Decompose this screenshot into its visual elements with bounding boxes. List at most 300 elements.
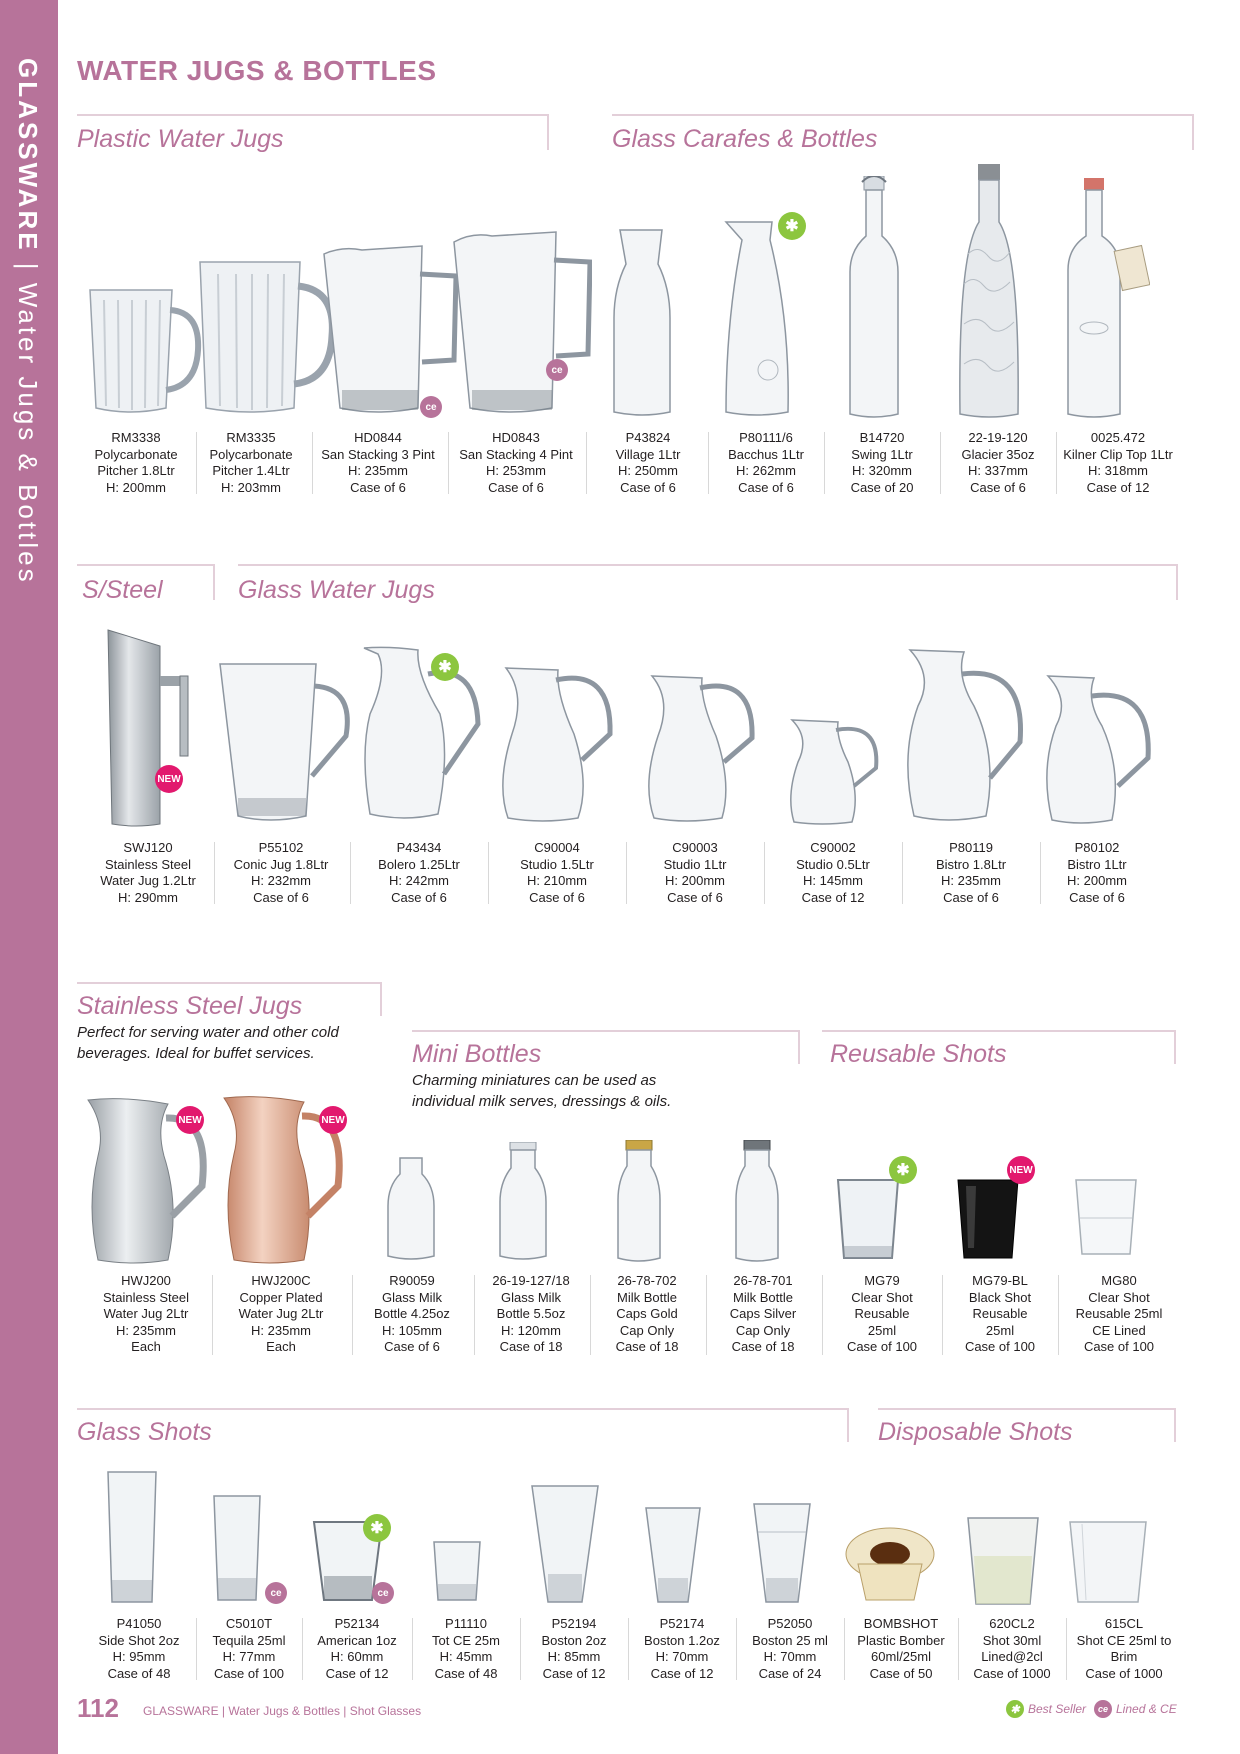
lined-ce-badge: ce <box>265 1582 287 1604</box>
caption-separator <box>708 432 709 494</box>
product-line: Case of 12 <box>542 1665 606 1681</box>
product-caption <box>592 430 704 496</box>
divider <box>238 564 1176 566</box>
best-seller-icon: ✱ <box>1006 1700 1024 1718</box>
product-code: R90059 <box>389 1273 435 1288</box>
product-line: Lined@2cl <box>981 1649 1043 1664</box>
product-code: SWJ120 <box>123 840 173 855</box>
product-line: Reusable 25ml <box>1075 1306 1163 1321</box>
product-line: H: 290mm <box>118 889 178 905</box>
product-caption <box>904 840 1038 906</box>
product-line: Tequila 25ml <box>212 1632 286 1648</box>
caption-separator <box>902 842 903 904</box>
product-line: Bistro 1Ltr <box>1067 856 1127 872</box>
product-caption <box>304 1616 410 1682</box>
lined-ce-badge: ce <box>372 1582 394 1604</box>
product-line: Case of 100 <box>846 1339 918 1354</box>
product-line: Shot 30ml <box>982 1632 1042 1648</box>
product-line: 60ml/25ml <box>871 1649 931 1664</box>
product-caption <box>198 1616 300 1682</box>
product-image-mg80 <box>1074 1178 1138 1263</box>
product-line: Case of 6 <box>1069 889 1125 905</box>
product-line: Village 1Ltr <box>615 446 681 462</box>
divider <box>77 114 547 116</box>
product-code: MG80 <box>1101 1273 1137 1288</box>
product-line: Stainless Steel <box>103 1289 189 1305</box>
caption-separator <box>764 842 765 904</box>
product-caption <box>356 1273 468 1356</box>
product-line: H: 70mm <box>763 1649 817 1664</box>
product-image-620cl2 <box>966 1516 1040 1613</box>
section-glass-carafes: Glass Carafes & Bottles <box>612 125 878 153</box>
product-code: RM3338 <box>111 430 161 445</box>
product-code: P80111/6 <box>739 430 793 445</box>
product-caption <box>630 1616 734 1682</box>
product-code: P52050 <box>767 1616 813 1631</box>
caption-separator <box>350 842 351 904</box>
caption-separator <box>488 842 489 904</box>
product-line: H: 235mm <box>941 873 1001 888</box>
section-plastic-water-jugs: Plastic Water Jugs <box>77 125 284 153</box>
product-image-bombshot <box>842 1524 938 1609</box>
product-code: P52134 <box>334 1616 380 1631</box>
product-code: P52174 <box>659 1616 705 1631</box>
product-line: Water Jug 1.2Ltr <box>100 873 196 888</box>
product-caption <box>1056 430 1180 496</box>
product-line: H: 70mm <box>655 1649 709 1664</box>
caption-separator <box>214 842 215 904</box>
product-line: H: 318mm <box>1088 463 1148 478</box>
product-code: HWJ200 <box>121 1273 171 1288</box>
product-line: H: 203mm <box>221 479 281 495</box>
lined-ce-icon: ce <box>1094 1700 1112 1718</box>
product-image-p43434 <box>358 644 488 829</box>
product-line: Reusable <box>854 1306 910 1321</box>
product-image-p80111 <box>722 220 792 425</box>
divider <box>1174 1408 1176 1442</box>
divider <box>612 114 1192 116</box>
product-image-c90002 <box>784 716 884 831</box>
divider <box>1192 114 1194 150</box>
section-glass-shots: Glass Shots <box>77 1418 212 1446</box>
product-line: H: 200mm <box>1067 873 1127 888</box>
divider <box>213 564 215 600</box>
product-code: RM3335 <box>226 430 276 445</box>
product-line: H: 235mm <box>251 1322 311 1338</box>
divider <box>77 564 213 566</box>
product-image-c5010t <box>212 1494 262 1609</box>
section-ssteel: S/Steel <box>82 576 163 604</box>
divider <box>1174 1030 1176 1064</box>
product-line: Case of 48 <box>434 1665 498 1681</box>
product-code: 26-78-701 <box>733 1273 793 1288</box>
product-caption <box>84 1616 194 1682</box>
product-line: Cap Only <box>735 1322 791 1338</box>
product-line: Boston 25 ml <box>752 1632 828 1648</box>
product-code: BOMBSHOT <box>863 1616 939 1631</box>
new-badge: NEW <box>319 1106 347 1134</box>
product-line: H: 77mm <box>222 1649 276 1664</box>
product-line: Polycarbonate <box>94 446 178 462</box>
product-caption <box>1068 1616 1180 1682</box>
product-line: Studio 1.5Ltr <box>520 856 594 872</box>
stainless-jugs-description: Perfect for serving water and other cold beverages. Ideal for buffet services. <box>77 1024 339 1062</box>
caption-separator <box>196 432 197 494</box>
best-seller-badge: ✱ <box>778 212 806 240</box>
caption-separator <box>474 1275 475 1355</box>
caption-separator <box>822 1275 823 1355</box>
product-line: H: 60mm <box>330 1649 384 1664</box>
product-image-b14720 <box>846 176 902 425</box>
product-line: Case of 6 <box>350 479 406 495</box>
product-line: Case of 6 <box>529 889 585 905</box>
sidebar-bold: GLASSWARE <box>13 58 43 253</box>
product-caption <box>1042 840 1152 906</box>
product-line: H: 337mm <box>968 463 1028 478</box>
product-line: San Stacking 4 Pint <box>459 446 573 462</box>
section-disposable-shots: Disposable Shots <box>878 1418 1073 1446</box>
product-image-p11110 <box>432 1540 482 1609</box>
product-image-r90059 <box>386 1156 436 1267</box>
section-reusable-shots: Reusable Shots <box>830 1040 1007 1068</box>
mini-bottles-description: Charming miniatures can be used as individual milk serves, dressings & oils. <box>412 1072 672 1110</box>
footer-breadcrumb: GLASSWARE | Water Jugs & Bottles | Shot Glasses <box>143 1704 422 1718</box>
product-code: P80102 <box>1074 840 1120 855</box>
product-image-26-78-702 <box>616 1140 662 1269</box>
product-line: Case of 1000 <box>1085 1665 1163 1681</box>
product-line: Pitcher 1.4Ltr <box>212 463 290 478</box>
product-caption <box>352 840 486 906</box>
product-line: Plastic Bomber <box>857 1632 945 1648</box>
product-line: Copper Plated <box>239 1289 323 1305</box>
product-image-mg79 <box>836 1178 900 1267</box>
product-line: Boston 1.2oz <box>644 1632 720 1648</box>
divider <box>547 114 549 150</box>
divider <box>380 982 382 1016</box>
product-line: Each <box>131 1339 161 1354</box>
product-image-hd0844 <box>322 240 462 425</box>
product-line: Each <box>266 1339 296 1354</box>
caption-separator <box>448 432 449 494</box>
product-line: Water Jug 2Ltr <box>238 1306 324 1321</box>
product-image-p43824 <box>612 228 672 423</box>
product-line: Case of 6 <box>943 889 999 905</box>
product-line: Bottle 5.5oz <box>496 1306 566 1321</box>
product-code: P11110 <box>445 1616 487 1631</box>
product-caption <box>960 1616 1064 1682</box>
caption-separator <box>940 432 941 494</box>
product-caption <box>1060 1273 1178 1356</box>
caption-separator <box>352 1275 353 1355</box>
new-badge: NEW <box>1007 1156 1035 1184</box>
product-line: Swing 1Ltr <box>851 446 913 462</box>
product-caption <box>846 1616 956 1682</box>
product-line: Case of 6 <box>620 479 676 495</box>
product-code: C5010T <box>225 1616 273 1631</box>
product-caption <box>522 1616 626 1682</box>
page-title: WATER JUGS & BOTTLES <box>77 55 437 86</box>
product-line: Case of 18 <box>615 1339 679 1354</box>
section-stainless-steel-jugs: Stainless Steel Jugs <box>77 992 303 1020</box>
product-image-p80119 <box>900 646 1030 831</box>
product-line: Case of 1000 <box>973 1665 1051 1681</box>
best-seller-badge: ✱ <box>889 1156 917 1184</box>
product-caption <box>88 840 208 906</box>
product-code: P43824 <box>625 430 671 445</box>
legend-lined-ce-label: Lined & CE <box>1116 1702 1177 1716</box>
product-caption <box>214 1273 348 1356</box>
product-line: Case of 6 <box>738 479 794 495</box>
product-image-swj120 <box>104 628 194 833</box>
product-line: Case of 100 <box>213 1665 285 1681</box>
caption-separator <box>196 1618 197 1680</box>
sidebar-rest: | Water Jugs & Bottles <box>13 252 43 585</box>
product-code: 620CL2 <box>989 1616 1035 1631</box>
product-line: H: 253mm <box>486 463 546 478</box>
best-seller-badge: ✱ <box>363 1514 391 1542</box>
product-line: Bottle 4.25oz <box>374 1306 450 1321</box>
product-line: H: 105mm <box>382 1322 442 1338</box>
product-image-p52174 <box>644 1506 702 1611</box>
product-line: H: 120mm <box>501 1322 561 1338</box>
product-code: 22-19-120 <box>968 430 1028 445</box>
product-line: Glass Milk <box>382 1289 442 1305</box>
caption-separator <box>312 432 313 494</box>
product-line: Case of 50 <box>869 1665 933 1681</box>
product-line: H: 200mm <box>665 873 725 888</box>
legend-best-seller-label: Best Seller <box>1028 1702 1087 1716</box>
product-code: C90002 <box>810 840 856 855</box>
new-badge: NEW <box>155 765 183 793</box>
product-image-p52194 <box>530 1484 600 1611</box>
product-code: HD0843 <box>492 430 540 445</box>
product-line: Case of 100 <box>964 1339 1036 1354</box>
product-line: Stainless Steel <box>105 856 191 872</box>
product-line: Bolero 1.25Ltr <box>378 856 460 872</box>
caption-separator <box>824 432 825 494</box>
product-code: B14720 <box>859 430 905 445</box>
product-line: Studio 1Ltr <box>663 856 727 872</box>
product-caption <box>82 430 190 496</box>
product-line: Kilner Clip Top 1Ltr <box>1063 446 1173 462</box>
divider <box>847 1408 849 1442</box>
product-line: Cap Only <box>619 1322 675 1338</box>
divider <box>822 1030 1174 1032</box>
product-caption <box>216 840 346 906</box>
product-line: Polycarbonate <box>209 446 293 462</box>
product-code: P52194 <box>551 1616 597 1631</box>
page-number: 112 <box>77 1693 119 1723</box>
product-code: 26-78-702 <box>617 1273 677 1288</box>
product-caption <box>826 1273 938 1356</box>
product-line: Brim <box>1110 1649 1138 1664</box>
product-line: Black Shot <box>968 1289 1032 1305</box>
product-code: HD0844 <box>354 430 402 445</box>
product-line: Reusable <box>972 1306 1028 1321</box>
product-line: Case of 24 <box>758 1665 822 1681</box>
product-line: Case of 6 <box>667 889 723 905</box>
product-line: Milk Bottle <box>733 1289 793 1305</box>
caption-separator <box>1040 842 1041 904</box>
product-caption <box>314 430 442 496</box>
legend-best-seller <box>1006 1700 1086 1718</box>
product-image-22-19-120 <box>954 164 1024 425</box>
product-caption <box>592 1273 702 1356</box>
product-image-0025-472 <box>1066 178 1150 425</box>
product-caption <box>738 1616 842 1682</box>
product-line: 25ml <box>985 1322 1015 1338</box>
product-line: Case of 48 <box>107 1665 171 1681</box>
product-line: Case of 6 <box>384 1339 440 1354</box>
product-line: Case of 12 <box>650 1665 714 1681</box>
product-line: H: 85mm <box>547 1649 601 1664</box>
caption-separator <box>628 1618 629 1680</box>
product-caption <box>198 430 304 496</box>
product-code: P55102 <box>258 840 304 855</box>
lined-ce-badge: ce <box>420 396 442 418</box>
product-caption <box>710 430 822 496</box>
caption-separator <box>590 1275 591 1355</box>
product-line: CE Lined <box>1092 1322 1146 1338</box>
product-code: P41050 <box>116 1616 162 1631</box>
product-line: Pitcher 1.8Ltr <box>97 463 175 478</box>
product-caption <box>476 1273 586 1356</box>
product-image-rm3338 <box>82 280 202 425</box>
product-caption <box>826 430 938 496</box>
product-image-c90004 <box>494 664 614 829</box>
product-image-26-78-701 <box>734 1140 780 1269</box>
caption-separator <box>706 1275 707 1355</box>
product-code: 26-19-127/18 <box>492 1273 570 1288</box>
product-line: Water Jug 2Ltr <box>103 1306 189 1321</box>
product-line: Bacchus 1Ltr <box>728 446 804 462</box>
divider <box>412 1030 798 1032</box>
product-line: Case of 6 <box>488 479 544 495</box>
caption-separator <box>412 1618 413 1680</box>
product-line: 25ml <box>867 1322 897 1338</box>
product-image-hd0843 <box>452 226 592 425</box>
product-line: Clear Shot <box>1088 1289 1150 1305</box>
product-image-p52050 <box>752 1502 812 1611</box>
divider <box>1176 564 1178 600</box>
caption-separator <box>844 1618 845 1680</box>
product-image-615cl <box>1068 1520 1148 1611</box>
product-line: Caps Silver <box>729 1306 797 1321</box>
product-line: H: 250mm <box>618 463 678 478</box>
product-line: Shot CE 25ml to <box>1076 1632 1172 1648</box>
divider <box>77 1408 847 1410</box>
product-image-p55102 <box>216 656 356 831</box>
sidebar-title <box>12 58 43 585</box>
product-line: H: 235mm <box>348 463 408 478</box>
caption-separator <box>520 1618 521 1680</box>
product-line: H: 45mm <box>439 1649 493 1664</box>
product-line: San Stacking 3 Pint <box>321 446 435 462</box>
product-line: Glacier 35oz <box>961 446 1035 462</box>
product-image-p41050 <box>106 1470 158 1611</box>
caption-separator <box>942 1275 943 1355</box>
product-line: H: 145mm <box>803 873 863 888</box>
caption-separator <box>586 432 587 494</box>
product-code: MG79-BL <box>972 1273 1028 1288</box>
product-caption <box>628 840 762 906</box>
product-line: Case of 100 <box>1083 1339 1155 1354</box>
product-line: H: 320mm <box>852 463 912 478</box>
product-line: Case of 12 <box>801 889 865 905</box>
divider <box>878 1408 1174 1410</box>
product-line: H: 232mm <box>251 873 311 888</box>
product-code: C90004 <box>534 840 580 855</box>
product-code: 0025.472 <box>1090 430 1146 445</box>
product-line: Case of 18 <box>731 1339 795 1354</box>
caption-separator <box>212 1275 213 1355</box>
product-image-p80102 <box>1040 672 1160 833</box>
product-image-c90003 <box>640 672 760 829</box>
product-line: Case of 12 <box>1086 479 1150 495</box>
product-line: American 1oz <box>317 1632 397 1648</box>
section-mini-bottles: Mini Bottles <box>412 1040 542 1068</box>
product-code: P43434 <box>396 840 442 855</box>
sidebar <box>0 0 58 1754</box>
best-seller-badge: ✱ <box>431 653 459 681</box>
product-code: P80119 <box>949 840 993 855</box>
product-line: Boston 2oz <box>541 1632 607 1648</box>
product-line: Glass Milk <box>501 1289 561 1305</box>
product-caption <box>766 840 900 906</box>
caption-separator <box>958 1618 959 1680</box>
product-line: H: 210mm <box>527 873 587 888</box>
caption-separator <box>1066 1618 1067 1680</box>
product-caption <box>452 430 580 496</box>
product-line: H: 95mm <box>112 1649 166 1664</box>
product-line: H: 200mm <box>106 479 166 495</box>
section-glass-water-jugs: Glass Water Jugs <box>238 576 435 604</box>
lined-ce-badge: ce <box>546 359 568 381</box>
product-line: H: 262mm <box>736 463 796 478</box>
divider <box>77 982 380 984</box>
product-line: Milk Bottle <box>617 1289 677 1305</box>
product-line: Case of 6 <box>253 889 309 905</box>
new-badge: NEW <box>176 1106 204 1134</box>
product-line: Side Shot 2oz <box>98 1632 180 1648</box>
product-code: C90003 <box>672 840 718 855</box>
product-image-rm3335 <box>190 250 340 425</box>
product-line: Bistro 1.8Ltr <box>935 856 1007 872</box>
product-line: Studio 0.5Ltr <box>796 856 870 872</box>
product-line: Case of 18 <box>499 1339 563 1354</box>
divider <box>798 1030 800 1064</box>
product-line: Conic Jug 1.8Ltr <box>233 856 329 872</box>
product-caption <box>84 1273 208 1356</box>
product-line: H: 235mm <box>116 1322 176 1338</box>
product-caption <box>942 430 1054 496</box>
product-line: Caps Gold <box>616 1306 678 1321</box>
product-image-mg79-bl <box>956 1178 1020 1267</box>
product-line: Tot CE 25m <box>432 1632 500 1648</box>
product-line: Case of 6 <box>970 479 1026 495</box>
caption-separator <box>302 1618 303 1680</box>
caption-separator <box>736 1618 737 1680</box>
product-line: Case of 6 <box>391 889 447 905</box>
product-line: H: 242mm <box>389 873 449 888</box>
product-code: HWJ200C <box>251 1273 311 1288</box>
product-image-26-19-127 <box>498 1142 548 1267</box>
product-caption <box>944 1273 1056 1356</box>
product-line: Clear Shot <box>851 1289 913 1305</box>
caption-separator <box>1058 1275 1059 1355</box>
product-caption <box>414 1616 518 1682</box>
caption-separator <box>626 842 627 904</box>
